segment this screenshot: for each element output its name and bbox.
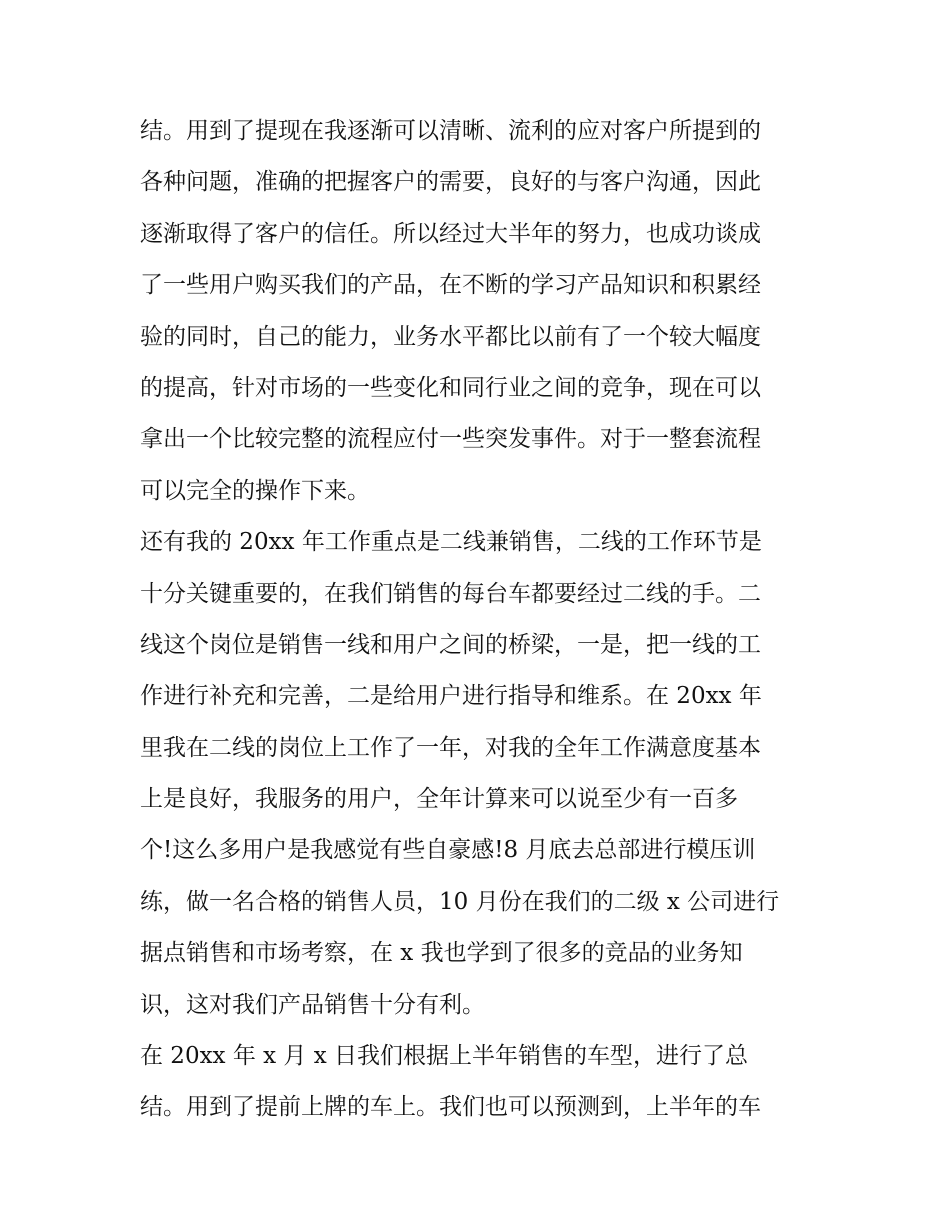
- text-line: 据点销售和市场考察，在 x 我也学到了很多的竞品的业务知: [140, 940, 743, 967]
- text-line: 拿出一个比较完整的流程应付一些突发事件。对于一整套流程: [140, 426, 761, 453]
- text-line: 里我在二线的岗位上工作了一年，对我的全年工作满意度基本: [140, 734, 761, 761]
- text-line: 十分关键重要的，在我们销售的每台车都要经过二线的手。二: [140, 580, 761, 607]
- text-line: 作进行补充和完善，二是给用户进行指导和维系。在 20xx 年: [140, 683, 762, 710]
- text-line: 可以完全的操作下来。: [140, 477, 370, 504]
- document-body: [140, 106, 820, 1134]
- paragraph-1: [140, 106, 820, 517]
- text-line: 练，做一名合格的销售人员，10 月份在我们的二级 x 公司进行: [140, 888, 780, 915]
- text-line: 个!这么多用户是我感觉有些自豪感!8 月底去总部进行模压训: [140, 837, 756, 864]
- paragraph-3: [140, 1031, 820, 1134]
- text-line: 结。用到了提现在我逐渐可以清晰、流利的应对客户所提到的: [140, 118, 761, 144]
- text-line: 识，这对我们产品销售十分有利。: [140, 991, 485, 1018]
- paragraph-2: [140, 517, 820, 1031]
- text-line: 的提高，针对市场的一些变化和同行业之间的竞争，现在可以: [140, 374, 761, 401]
- text-line: 逐渐取得了客户的信任。所以经过大半年的努力，也成功谈成: [140, 220, 761, 247]
- text-line: 在 20xx 年 x 月 x 日我们根据上半年销售的车型，进行了总: [140, 1043, 749, 1070]
- text-line: 了一些用户购买我们的产品，在不断的学习产品知识和积累经: [140, 272, 761, 299]
- text-line: 线这个岗位是销售一线和用户之间的桥梁，一是，把一线的工: [140, 631, 761, 658]
- text-line: 各种问题，准确的把握客户的需要，良好的与客户沟通，因此: [140, 169, 761, 196]
- text-line: 结。用到了提前上牌的车上。我们也可以预测到，上半年的车: [140, 1094, 761, 1121]
- text-line: 上是良好，我服务的用户，全年计算来可以说至少有一百多: [140, 786, 738, 813]
- text-line: 还有我的 20xx 年工作重点是二线兼销售，二线的工作环节是: [140, 529, 762, 556]
- text-line: 验的同时，自己的能力，业务水平都比以前有了一个较大幅度: [140, 323, 761, 350]
